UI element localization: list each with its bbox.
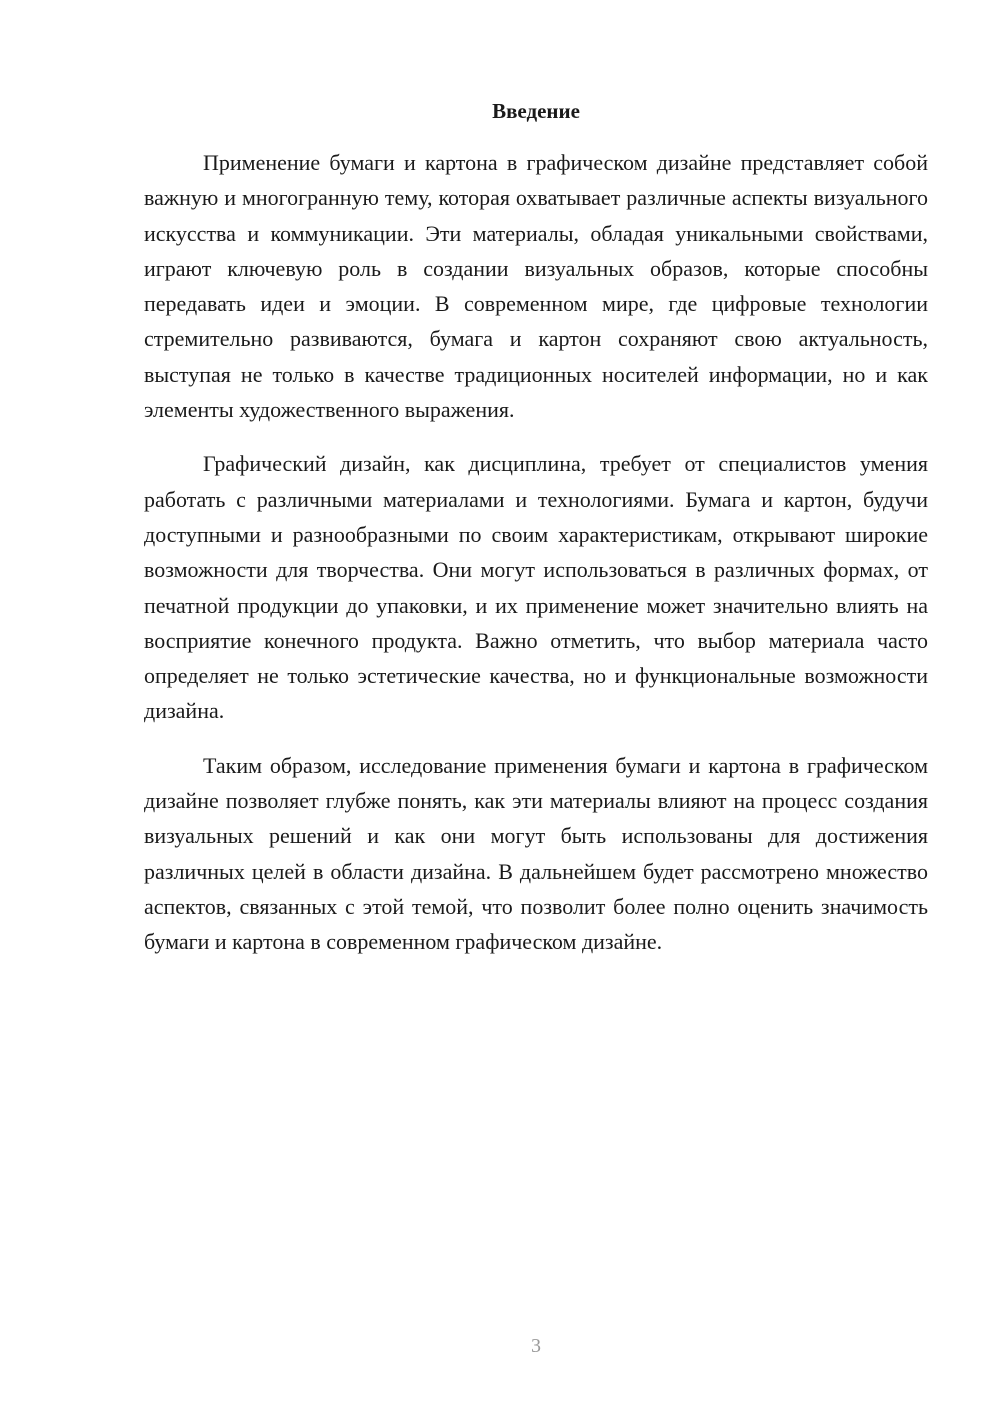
page-number: 3: [531, 1335, 541, 1357]
section-heading: Введение: [492, 99, 580, 123]
paragraph-1: Применение бумаги и картона в графическом дизайне представляет собой важную и многогранную тему, которая охватывает различные аспекты визуального искусства и коммуникации. Эти материалы, обладая уникальными свойствами, играют ключевую роль в создании визуальных образов, которые способны передавать идеи и эмоции. В современном мире, где цифровые технологии стремительно развиваются, бумага и картон сохраняют свою актуальность, выступая не только в качестве традиционных носителей информации, но и как элементы художественного выражения.: [144, 150, 928, 423]
paragraph-2: Графический дизайн, как дисциплина, требует от специалистов умения работать с различными материалами и технологиями. Бумага и картон, будучи доступными и разнообразными по своим характеристикам, открывают широкие возможности для творчества. Они могут использоваться в различных формах, от печатной продукции до упаковки, и их применение может значительно влиять на восприятие конечного продукта. Важно отметить, что выбор материала часто определяет не только эстетические качества, но и функциональные возможности дизайна.: [144, 451, 928, 724]
paragraph-3: Таким образом, исследование применения бумаги и картона в графическом дизайне позволяет глубже понять, как эти материалы влияют на процесс создания визуальных решений и как они могут быть использованы для достижения различных целей в области дизайна. В дальнейшем будет рассмотрено множество аспектов, связанных с этой темой, что позволит более полно оценить значимость бумаги и картона в современном графическом дизайне.: [144, 752, 928, 955]
body-text: [144, 145, 928, 979]
